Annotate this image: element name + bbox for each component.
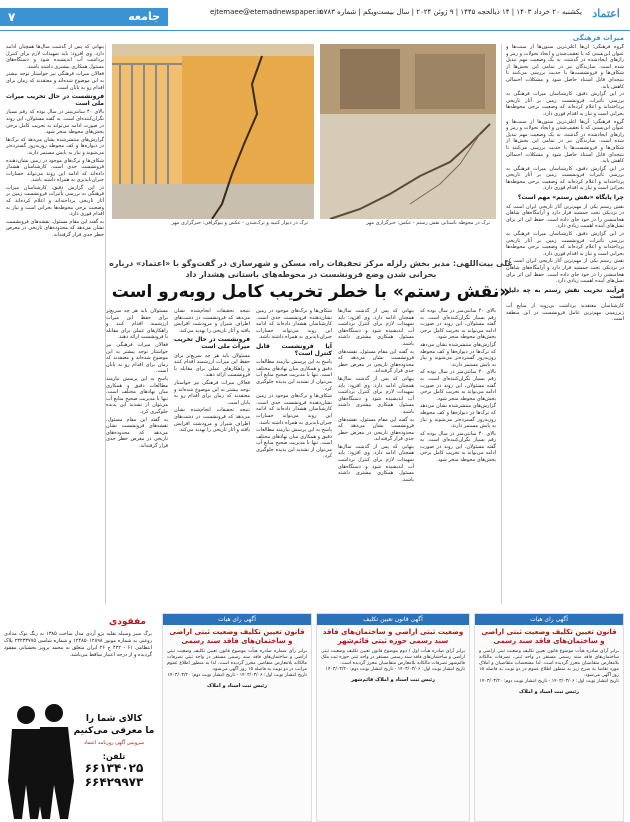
article-paragraph: پاسخ به این پرسش نیازمند مطالعات دقیق و همکاری میان نهادهای مختلف است. تنها با مدیریت صحیح منابع آب می‌توان از تشدید این پدیده جلوگیری کرد. <box>256 359 332 392</box>
article-paragraph: گزارش‌های منتشرشده نشان می‌دهد که ترک‌ها در دیواره‌ها و کف محوطه روزبه‌روز گسترده‌تر می‌شوند و نیاز به پایش مستمر دارند. <box>6 136 104 156</box>
subheading: فرآیند تخریب نقش رستم به چه دلیل است <box>506 286 624 301</box>
article-paragraph: پنهانی که پس از گذشت سال‌ها همچنان ادامه دارد. وی افزود: باید تمهیدات لازم برای کنترل برداشت آب اندیشیده شود و دستگاه‌های مسئول همکاری بیشتری داشته باشند. <box>338 443 414 483</box>
lost-notice-box <box>0 613 160 820</box>
ad-body: تاریخ انتشار نوبت اول: ۱۴۰۳/۰۳/۰۶ - تاریخ انتشار نوبت دوم: ۱۴۰۳/۰۳/۲۰ <box>479 679 619 684</box>
article-column-4 <box>256 308 332 604</box>
ad-header: آگهی قانون تعیین تکلیف <box>317 614 469 625</box>
article-column-6 <box>106 308 168 604</box>
article-paragraph: مسئولان باید هر چه سریع‌تر برای حفظ این میراث ارزشمند اقدام کنند و راهکارهای عملی برای مقابله با فرونشست ارائه دهند. <box>174 352 250 379</box>
article-paragraph: شکاف‌ها و ترک‌های موجود در زمین نشان‌دهنده فرونشست جدی است. کارشناسان هشدار داده‌اند که ادامه این روند می‌تواند خسارات جبران‌ناپذیری به همراه داشته باشد. <box>256 308 332 341</box>
ad-body: تاریخ انتشار نوبت اول: ۱۴۰۳/۰۳/۰۶ - تاریخ انتشار نوبت دوم: ۱۴۰۳/۰۳/۲۰ <box>325 667 465 672</box>
phone-number: ۶۶۴۲۹۹۷۳ <box>84 775 144 789</box>
article-paragraph: به گفته این مقام مسئول، نقشه‌های فرونشست نشان می‌دهد که محدوده‌های تاریخی در معرض خطر جدی قرار گرفته‌اند. <box>338 416 414 443</box>
article-paragraph: پنهانی که پس از گذشت سال‌ها همچنان ادامه دارد. وی افزود: باید تمهیدات لازم برای کنترل برداشت آب اندیشیده شود و دستگاه‌های مسئول همکاری بیشتری داشته باشند. <box>338 308 414 347</box>
article-paragraph: فعالان میراث فرهنگی نیز خواستار توجه بیشتر به این موضوع شده‌اند و معتقدند که زمان برای اقدام رو به پایان است. <box>174 379 250 406</box>
article-column-5 <box>174 308 250 604</box>
column-divider <box>501 44 502 604</box>
article-column-1 <box>506 44 624 604</box>
page-header <box>0 0 630 28</box>
ad-body: برابر آرای صادره هیأت اول / دوم موضوع قانون تعیین تکلیف وضعیت ثبتی اراضی و ساختمان‌های فاقد سند رسمی مستقر در واحد ثبتی حوزه ثبت ملک قائم‌شهر تصرفات مالکانه بلامعارض متقاضیان محرز گردیده است. <box>321 649 465 666</box>
photo-wall-crack <box>112 44 314 219</box>
article-paragraph: پاسخ به این پرسش نیازمند مطالعات دقیق و همکاری میان نهادهای مختلف است. تنها با مدیریت صحیح منابع آب می‌توان از تشدید این پدیده جلوگیری کرد. <box>256 427 332 460</box>
ad-signature: رئیس ثبت اسناد و املاک قائم‌شهر <box>350 677 435 683</box>
ad-title: قانون تعیین تکلیف وضعیت ثبتی اراضی و ساختمان‌های فاقد سند رسمی <box>169 628 305 645</box>
article-paragraph: بالای ۴۰ سانتی‌متر در سال بوده که رقم بسیار نگران‌کننده‌ای است. به گفته مسئولان، این روند در صورت ادامه می‌تواند به تخریب کامل برخی بخش‌های محوطه منجر شود. <box>420 430 496 464</box>
promo-subtitle: سرویس آگهی روزنامه اعتماد <box>83 740 145 746</box>
article-paragraph: بالای ۴۰ سانتی‌متر در سال بوده که رقم بسیار نگران‌کننده‌ای است. به گفته مسئولان، این روند در صورت ادامه می‌تواند به تخریب کامل برخی بخش‌های محوطه منجر شود. <box>420 369 496 402</box>
promo-line: ما معرفی می‌کنیم <box>73 726 155 736</box>
subheading: چرا پایگاه «نقش رستم» مهم است؟ <box>517 194 624 202</box>
phone-number: ۶۶۱۳۴۰۲۵ <box>84 761 144 775</box>
ad-body: برابر رأی شماره صادره هیأت موضوع قانون تعیین تکلیف وضعیت ثبتی اراضی و ساختمان‌های فاقد سند رسمی مستقر در واحد ثبتی تصرفات مالکانه بلامعارض متقاضی محرز گردیده است. لذا به منظور اطلاع عموم مراتب در دو نوبت به فاصله ۱۵ روز آگهی می‌شود. <box>167 649 307 672</box>
page-number: ۷ <box>8 10 16 24</box>
article-column-7 <box>6 44 104 604</box>
businessmen-silhouette-icon <box>6 701 76 819</box>
article-column-3 <box>338 308 414 604</box>
ad-signature: رئیس ثبت اسناد و املاک <box>207 683 267 689</box>
article-paragraph: پاسخ به این پرسش نیازمند مطالعات دقیق و همکاری میان نهادهای مختلف است. تنها با مدیریت صحیح منابع آب می‌توان از تشدید این پدیده جلوگیری کرد. <box>106 375 168 415</box>
article-headline: «نقش رستم» با خطر تخریب کامل روبه‌رو است <box>111 282 511 302</box>
lost-notice-body: برگ سبز وسیله نقلیه پژو آردی مدل ساخت ۱۳۸۵ به رنگ نوک مدادی روغنی به شماره موتور ۱۲۴۸۵۰۱۲۸۹۸ و شماره شاسی ۲۳۲۳۳۷۷۵ پلاک انتظامی ۶۱ - ۴۲۲ ج ۲۶ ایران متعلق به محمد پرویز بخشیانی مفقود گردیده و از درجه اعتبار ساقط می‌باشد. <box>4 631 153 658</box>
photo-caption: ترک در دیوار کتیبه و ترک‌شدن - عکس و بیوگرافی: خبرگزاری مهر <box>171 220 308 226</box>
article-paragraph: پنهانی که پس از گذشت سال‌ها همچنان ادامه دارد. وی افزود: باید تمهیدات لازم برای کنترل برداشت آب اندیشیده شود و دستگاه‌های مسئول همکاری بیشتری داشته باشند. <box>6 44 104 70</box>
header-rule <box>0 30 630 31</box>
ad-body: تاریخ انتشار نوبت اول: ۱۴۰۳/۰۳/۰۶ - تاریخ انتشار نوبت دوم: ۱۴۰۳/۰۳/۲۰ <box>167 673 307 678</box>
article-paragraph: پنهانی که پس از گذشت سال‌ها همچنان ادامه دارد. وی افزود: باید تمهیدات لازم برای کنترل برداشت آب اندیشیده شود و دستگاه‌های مسئول همکاری بیشتری داشته باشند. <box>338 375 414 415</box>
column-divider <box>105 44 106 604</box>
promo-line: کالای شما را <box>85 714 143 724</box>
photo-caption: ترک در محوطه باستانی نقش رستم - عکس: خبرگزاری مهر <box>366 220 490 226</box>
article-paragraph: در این گزارش دقیق، کارشناسان میراث فرهنگی به بررسی تأثیرات فرونشست زمین بر آثار تاریخی پرداخته‌اند و اعلام کرده‌اند که وضعیت برخی محوطه‌ها بحرانی است و نیاز به اقدام فوری دارد. <box>6 184 104 218</box>
dateline: یکشنبه ۲۰ خرداد ۱۴۰۳ | ۱۴ ذیالحجه ۱۴۴۵ | ۹ ژوئن ۲۰۲۴ | سال بیست‌ویکم | شماره ۵۷۸۳ <box>319 8 582 16</box>
article-paragraph: به گفته این مقام مسئول، نقشه‌های فرونشست نشان می‌دهد که محدوده‌های تاریخی در معرض خطر جدی قرار گرفته‌اند. <box>6 218 104 239</box>
section-name: جامعه <box>128 10 160 23</box>
advertising-promo <box>72 713 156 789</box>
section-email: ejtemaee@etemadnewspaper.ir <box>210 8 322 16</box>
ad-header: آگهی رای هیات <box>163 614 311 625</box>
article-paragraph: گزارش‌های منتشرشده نشان می‌دهد که ترک‌ها در دیواره‌ها و کف محوطه روزبه‌روز گسترده‌تر می‌شوند و نیاز به پایش مستمر دارند. <box>420 341 496 368</box>
article-subheadline: علی بیت‌اللهی: مدیر بخش زلزله مرکز تحقیقات راه، مسکن و شهرسازی در گفت‌وگو با «اعتماد» درباره بحرانی شدن وضع فرونشست در محوطه‌های باستانی هشدار داد <box>109 259 513 279</box>
article-paragraph: فعالان میراث فرهنگی نیز خواستار توجه بیشتر به این موضوع شده‌اند و معتقدند که زمان برای اقدام رو به پایان است. <box>6 71 104 91</box>
subheading: فرونشست در حال تخریب میراث ملی است <box>6 93 104 107</box>
legal-notice-2 <box>316 613 470 822</box>
newspaper-logo: اعتماد <box>592 7 620 20</box>
article-column-2 <box>420 308 496 604</box>
article-paragraph: در این گزارش دقیق، کارشناسان میراث فرهنگی به بررسی تأثیرات فرونشست زمین بر آثار تاریخی پرداخته‌اند و اعلام کرده‌اند که وضعیت برخی محوطه‌ها بحرانی است و نیاز به اقدام فوری دارد. <box>506 91 624 117</box>
phone-label: تلفن: <box>102 752 126 761</box>
article-paragraph: گروه فرهنگی: آن‌ها اعلی‌ترین ستون‌ها از سنت‌ها و عنوان ابن‌بستی که با تعقیب‌شدن و ایجاد تحولات و رمز و رازهای ایجادشده در گذشته، به یک وضعیت مهم تبدیل شده است. سازندگان نیز در تمامی این بخش‌ها از شکاف‌ها و فرونشست‌ها با جدیت بررسی می‌کنند تا نتیجه‌ای قابل استناد حاصل شود و مشکلات احتمالی کاهش یابد. <box>506 118 624 165</box>
article-paragraph: نقش رستم یکی از مهم‌ترین آثار تاریخی ایران است که در نزدیکی تخت جمشید قرار دارد و آرامگاه‌های شاهان هخامنشی را در خود جای داده است. حفظ این اثر برای نسل‌های آینده اهمیت زیادی دارد. <box>506 203 624 230</box>
article-paragraph: به گفته این مقام مسئول، نقشه‌های فرونشست نشان می‌دهد که محدوده‌های تاریخی در معرض خطر جدی قرار گرفته‌اند. <box>338 348 414 375</box>
subheading: آیا فرونشست قابل کنترل است؟ <box>256 342 332 357</box>
article-paragraph: در این گزارش دقیق، کارشناسان میراث فرهنگی به بررسی تأثیرات فرونشست زمین بر آثار تاریخی پرداخته‌اند و اعلام کرده‌اند که وضعیت برخی محوطه‌ها بحرانی است و نیاز به اقدام فوری دارد. <box>506 165 624 192</box>
section-bar <box>0 8 168 26</box>
article-paragraph: کارشناسان معتقدند برداشت بی‌رویه از منابع آب زیرزمینی مهم‌ترین عامل فرونشست در این منطقه است. <box>506 302 624 323</box>
subheading: فرونشست در حال تخریب میراث ملی است <box>174 336 250 350</box>
kicker: میراث فرهنگی <box>572 34 624 42</box>
article-paragraph: شکاف‌ها و ترک‌های موجود در زمین نشان‌دهنده فرونشست جدی است. کارشناسان هشدار داده‌اند که ادامه این روند می‌تواند خسارات جبران‌ناپذیری به همراه داشته باشد. <box>256 393 332 426</box>
legal-notice-3 <box>162 613 312 822</box>
article-paragraph: بالای ۴۰ سانتی‌متر در سال بوده که رقم بسیار نگران‌کننده‌ای است. به گفته مسئولان، این روند در صورت ادامه می‌تواند به تخریب کامل برخی بخش‌های محوطه منجر شود. <box>420 308 496 341</box>
legal-notice-1 <box>474 613 624 822</box>
article-paragraph: به گفته این مقام مسئول، نقشه‌های فرونشست نشان می‌دهد که محدوده‌های تاریخی در معرض خطر جدی قرار گرفته‌اند. <box>106 416 168 449</box>
article-paragraph: بالای ۴۰ سانتی‌متر در سال بوده که رقم بسیار نگران‌کننده‌ای است. به گفته مسئولان، این روند در صورت ادامه می‌تواند به تخریب کامل برخی بخش‌های محوطه منجر شود. <box>6 109 104 136</box>
article-paragraph: نتیجه تحقیقات انجام‌شده نشان می‌دهد که فرونشست در دشت‌های اطراف شیراز و مرودشت افزایش یافته و آثار تاریخی را تهدید می‌کند. <box>174 407 250 434</box>
lost-notice-title: مفقودی <box>108 617 146 627</box>
ad-signature: رئیس ثبت اسناد و املاک <box>519 689 579 695</box>
ad-title: وضعیت ثبتی اراضی و ساختمان‌های فاقد سند رسمی حوزه ثبتی قائم‌شهر <box>322 628 464 645</box>
article-paragraph: گزارش‌های منتشرشده نشان می‌دهد که ترک‌ها در دیواره‌ها و کف محوطه روزبه‌روز گسترده‌تر می‌شوند و نیاز به پایش مستمر دارند. <box>420 403 496 430</box>
article-paragraph: گروه فرهنگی: آن‌ها اعلی‌ترین ستون‌ها از سنت‌ها و عنوان ابن‌بستی که با تعقیب‌شدن و ایجاد تحولات و رمز و رازهای ایجادشده در گذشته، به یک وضعیت مهم تبدیل شده است. سازندگان نیز در تمامی این بخش‌ها از شکاف‌ها و فرونشست‌ها با جدیت بررسی می‌کنند تا نتیجه‌ای قابل استناد حاصل شود و مشکلات احتمالی کاهش یابد. <box>506 44 624 90</box>
ad-title: قانون تعیین تکلیف وضعیت ثبتی اراضی و ساختمان‌های فاقد سند رسمی <box>481 628 617 645</box>
photo-rock-relief <box>320 44 496 219</box>
article-paragraph: نقش رستم یکی از مهم‌ترین آثار تاریخی ایران است که در نزدیکی تخت جمشید قرار دارد و آرامگاه‌های شاهان هخامنشی را در خود جای داده است. حفظ این اثر برای نسل‌های آینده اهمیت زیادی دارد. <box>506 258 624 285</box>
article-paragraph: شکاف‌ها و ترک‌های موجود در زمین نشان‌دهنده فرونشست جدی است. کارشناسان هشدار داده‌اند که ادامه این روند می‌تواند خسارات جبران‌ناپذیری به همراه داشته باشد. <box>6 157 104 184</box>
article-paragraph: در این گزارش دقیق، کارشناسان میراث فرهنگی به بررسی تأثیرات فرونشست زمین بر آثار تاریخی پرداخته‌اند و اعلام کرده‌اند که وضعیت برخی محوطه‌ها بحرانی است و نیاز به اقدام فوری دارد. <box>506 231 624 257</box>
article-paragraph: نتیجه تحقیقات انجام‌شده نشان می‌دهد که فرونشست در دشت‌های اطراف شیراز و مرودشت افزایش یافته و آثار تاریخی را تهدید می‌کند. <box>174 308 250 334</box>
article-paragraph: مسئولان باید هر چه سریع‌تر برای حفظ این میراث ارزشمند اقدام کنند و راهکارهای عملی برای مقابله با فرونشست ارائه دهند. <box>106 308 168 341</box>
article-paragraph: فعالان میراث فرهنگی نیز خواستار توجه بیشتر به این موضوع شده‌اند و معتقدند که زمان برای اقدام رو به پایان است. <box>106 341 168 375</box>
ad-body: برابر آرای صادره هیأت موضوع قانون تعیین تکلیف وضعیت ثبتی اراضی و ساختمان‌های فاقد سند رسمی مستقر در واحد ثبتی، تصرفات مالکانه بلامعارض متقاضیان محرز گردیده است. لذا مشخصات متقاضیان و املاک مورد تقاضا به شرح زیر به منظور اطلاع عموم در دو نوبت به فاصله ۱۵ روز آگهی می‌شود. <box>479 649 619 678</box>
ad-header: آگهی رای هیات <box>475 614 623 625</box>
